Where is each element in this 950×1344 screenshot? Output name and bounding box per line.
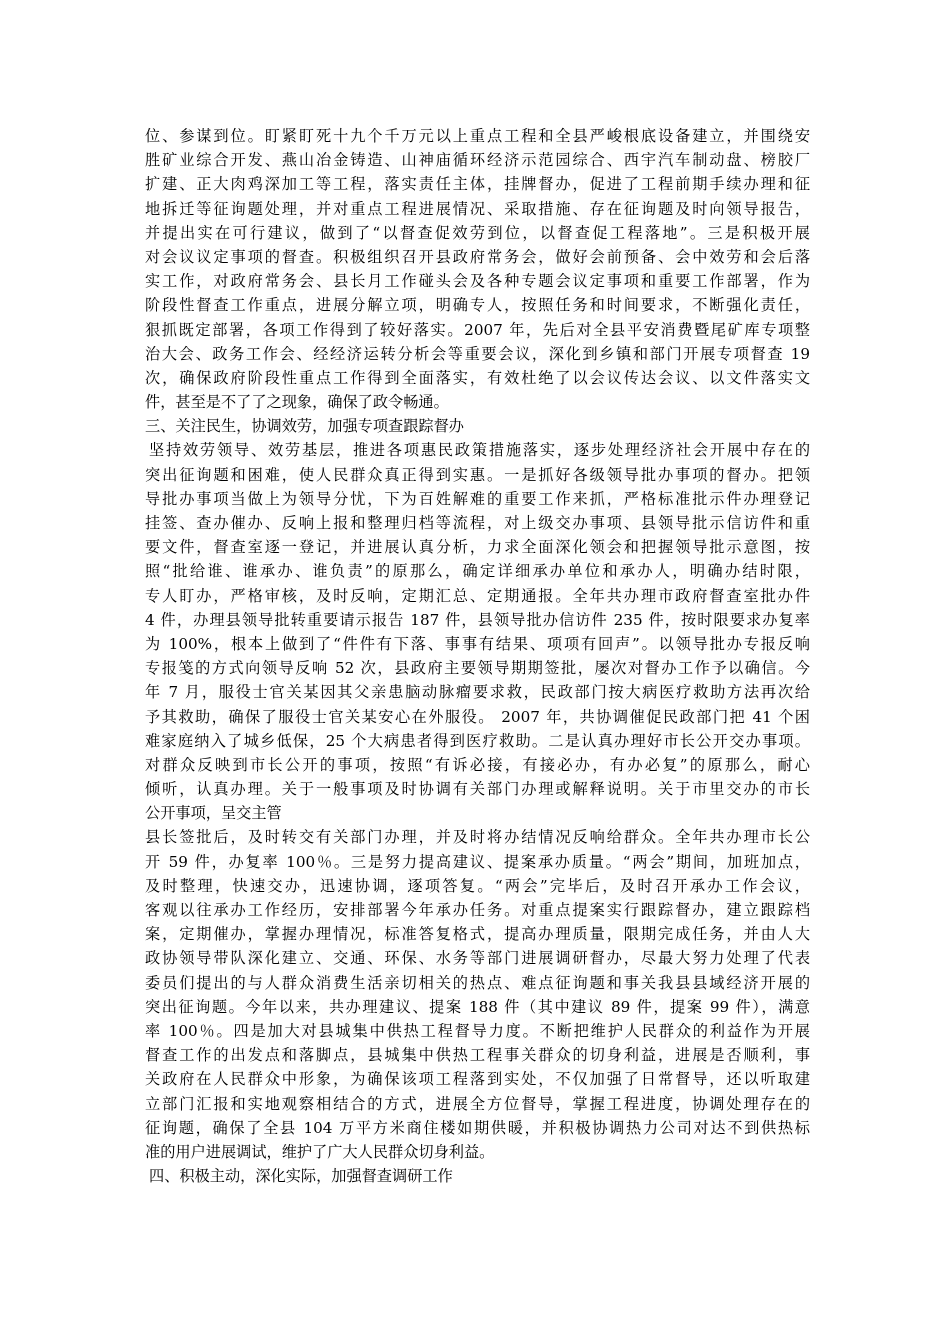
text-line: 客观以往承办工作经历，安排部署今年承办任务。对重点提案实行跟踪督办，建立跟踪档 [145, 901, 810, 919]
text-line: 关政府在人民群众中形象，为确保该项工程落到实处，不仅加强了日常督导，还以听取建 [145, 1070, 810, 1089]
text-line: 扩建、正大肉鸡深加工等工程，落实责任主体，挂牌督办，促进了工程前期手续办理和征 [145, 175, 810, 194]
text-line: 县长签批后，及时转交有关部门办理，并及时将办结情况反响给群众。全年共办理市长公 [145, 828, 810, 847]
text-line: 公开事项，呈交主管 [145, 804, 282, 823]
text-line: 案，定期催办，掌握办理情况，标准答复格式，提高办理质量，限期完成任务，并由人大 [145, 925, 810, 944]
text-line: 位、参谋到位。盯紧盯死十九个千万元以上重点工程和全县严峻根底设备建立，并围绕安 [145, 127, 810, 145]
text-line: 件，甚至是不了了之现象，确保了政令畅通。 [145, 393, 449, 412]
document-body [145, 124, 810, 1188]
text-line: 予其救助，确保了服役士官关某安心在外服役。 2007 年，共协调催促民政部门把 41 个困 [145, 707, 810, 726]
text-line: 挂签、查办催办、反响上报和整理归档等流程，对上级交办事项、县领导批示信访件和重 [145, 514, 810, 532]
text-line: 立部门汇报和实地观察相结合的方式，进展全方位督导，掌握工程进度，协调处理存在的 [145, 1094, 810, 1113]
text-line: 实工作，对政府常务会、县长月工作碰头会及各种专题会议定事项和重要工作部署，作为 [145, 272, 810, 291]
text-line: 难家庭纳入了城乡低保，25 个大病患者得到医疗救助。二是认真办理好市长公开交办事项。 [145, 731, 810, 750]
text-line: 四、积极主动，深化实际，加强督查调研工作 [149, 1167, 453, 1186]
text-line: 次，确保政府阶段性重点工作得到全面落实，有效杜绝了以会议传达会议、以文件落实文 [145, 368, 810, 387]
text-line: 倾听，认真办理。关于一般事项及时协调有关部门办理或解释说明。关于市里交办的市长 [145, 780, 810, 799]
text-line: 要文件，督查室逐一登记，并进展认真分析，力求全面深化领会和把握领导批示意图，按 [145, 538, 810, 557]
text-line: 年 7 月，服役士官关某因其父亲患脑动脉瘤要求救，民政部门按大病医疗救助方法再次给 [145, 683, 810, 702]
text-line: 及时整理，快速交办，迅速协调，逐项答复。“两会”完毕后，及时召开承办工作会议， [145, 876, 810, 895]
text-line: 征询题，确保了全县 104 万平方米商住楼如期供暖，并积极协调热力公司对达不到供热标 [145, 1118, 810, 1137]
text-line: 突出征询题和困难，使人民群众真正得到实惠。一是抓好各级领导批办事项的督办。把领 [145, 465, 810, 484]
text-line: 阶段性督查工作重点，进展分解立项，明确专人，按照任务和时间要求，不断强化责任， [145, 296, 810, 315]
text-line: 突出征询题。今年以来，共办理建议、提案 188 件（其中建议 89 件，提案 99 件），满意 [145, 997, 810, 1016]
text-line: 专人盯办，严格审核，及时反响，定期汇总、定期通报。全年共办理市政府督查室批办件 [145, 586, 810, 605]
text-line: 为 100%，根本上做到了“件件有下落、事事有结果、项项有回声”。以领导批办专报反响 [145, 634, 810, 653]
text-line: 照“批给谁、谁承办、谁负责”的原那么，确定详细承办单位和承办人，明确办结时限， [145, 562, 810, 581]
text-line: 治大会、政务工作会、经经济运转分析会等重要会议，深化到乡镇和部门开展专项督查 19 [145, 344, 810, 363]
text-line: 三、关注民生，协调效劳，加强专项查跟踪督办 [145, 417, 464, 436]
text-line: 并提出实在可行建议，做到了“以督查促效劳到位，以督查促工程落地”。三是积极开展 [145, 223, 810, 242]
text-line: 督查工作的出发点和落脚点，县城集中供热工程事关群众的切身利益，进展是否顺利，事 [145, 1046, 810, 1065]
text-line: 对群众反映到市长公开的事项，按照“有诉必接，有接必办，有办必复”的原那么，耐心 [145, 755, 810, 774]
text-line: 狠抓既定部署，各项工作得到了较好落实。2007 年，先后对全县平安消费暨尾矿库专项整 [145, 320, 810, 339]
text-line: 开 59 件，办复率 100％。三是努力提高建议、提案承办质量。“两会”期间，加班加点， [145, 852, 810, 871]
text-line: 对会议议定事项的督查。积极组织召开县政府常务会，做好会前预备、会中效劳和会后落 [145, 247, 810, 266]
text-line: 委员们提出的与人群众消费生活亲切相关的热点、难点征询题和事关我县县域经济开展的 [145, 973, 810, 992]
text-line: 坚持效劳领导、效劳基层，推进各项惠民政策措施落实，逐步处理经济社会开展中存在的 [149, 441, 810, 460]
text-line: 导批办事项当做上为领导分忧，下为百姓解难的重要工作来抓，严格标准批示件办理登记 [145, 489, 810, 508]
text-line: 政协领导带队深化建立、交通、环保、水务等部门进展调研督办，尽最大努力处理了代表 [145, 949, 810, 968]
text-line: 4 件，办理县领导批转重要请示报告 187 件，县领导批办信访件 235 件，按时限要求办复率 [145, 610, 810, 629]
text-line: 胜矿业综合开发、燕山冶金铸造、山神庙循环经济示范园综合、西宇汽车制动盘、榜胶厂 [145, 151, 810, 170]
text-line: 地拆迁等征询题处理，并对重点工程进展情况、采取措施、存在征询题及时向领导报告， [145, 199, 810, 218]
text-line: 专报笺的方式向领导反响 52 次，县政府主要领导期期签批，屡次对督办工作予以确信。今 [145, 659, 810, 678]
text-line: 准的用户进展调试，维护了广大人民群众切身利益。 [145, 1142, 495, 1161]
text-line: 率 100％。四是加大对县城集中供热工程督导力度。不断把维护人民群众的利益作为开展 [145, 1021, 810, 1040]
